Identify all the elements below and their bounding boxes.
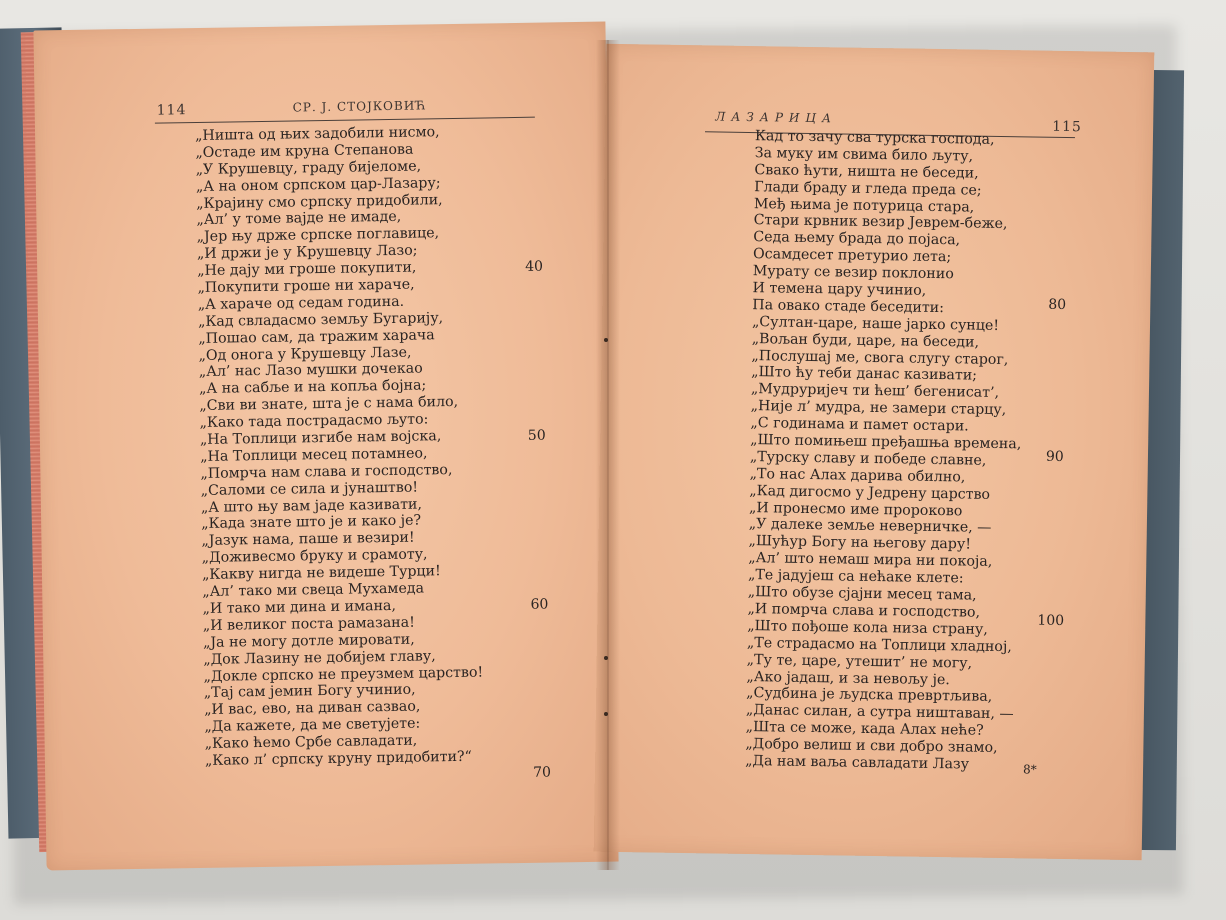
right-running-head: ЛАЗАРИЦА [715,109,838,126]
verse-line: „Ал’ нас Лазо мушки дочекао [198,360,423,381]
verse-line: „Како ћемо Србе савладати, [204,732,418,753]
right-page-number: 115 [1052,118,1082,136]
verse-line: Глади браду и гледа преда се; [754,178,982,199]
verse-line: „Шта се може, када Алах неће? [745,719,984,739]
verse-line: „И тако ми дина и имана, [202,597,397,617]
verse-line: „Јер њу држе српске поглавице, [196,225,440,246]
left-page [33,22,618,871]
verse-line: „Ту те, царе, утешит’ не могу, [746,651,973,672]
line-number-50: 50 [527,427,546,444]
verse-line: „Да нам ваља савладати Лазу [745,752,970,773]
right-page [594,44,1155,861]
verse-line: „Доживесмо бруку и срамоту, [201,546,428,567]
verse-line: „И пронесмо име пророково [748,499,963,519]
verse-line: „Како тада пострадасмо љуто: [199,411,429,432]
verse-line: Стари крвник везир Јеврем-беже, [753,212,1008,233]
verse-line: „Од онога у Крушевцу Лазе, [198,344,412,364]
verse-line: „Ништа од њих задобили нисмо, [194,124,440,145]
verse-line: „Док Лазину не добијем главу, [203,647,436,668]
verse-line: „И држи је у Крушевцу Лазо; [196,242,418,263]
verse-line: „Судбина је људска превртљива, [746,685,993,706]
verse-line: „Послушај ме, свога слугу старог, [751,347,1009,368]
verse-line: „А што њу вам јаде казивати, [200,496,423,516]
verse-line: „Вољан буди, царе, на беседи, [751,330,980,351]
verse-line: „А на сабље и на копља бојна; [198,377,427,398]
verse-line: „Покупити гроше ни хараче, [197,276,415,297]
left-page-number: 114 [156,102,187,119]
verse-line: „Те страдасмо на Топлици хладној, [746,634,1012,655]
verse-line: Па овако стаде беседити: [752,296,945,316]
left-running-head: СР. Ј. СТОЈКОВИЋ [292,98,427,115]
verse-line: „Мудруријеч ти ћеш’ бегенисат’, [750,381,1000,402]
verse-line: „Што пођоше кола низа страну, [747,617,988,638]
verse-line: „Те јадујеш са нећаке клете: [747,567,964,587]
verse-line: „Ал’ у томе вајде не имаде, [196,209,402,229]
verse-line: „Остаде им круна Степанова [195,141,414,161]
book-gutter [596,40,620,870]
verse-line: „Када знате што је и како је? [201,513,422,533]
verse-line: „Ал’ што немаш мира ни покоја, [748,550,993,571]
binding-stitch [604,656,608,660]
verse-line: „Крајину смо српску придобили, [196,191,443,212]
verse-line: „Пошао сам, да тражим харача [198,326,435,347]
verse-line: „Добро велиш и сви добро знамо, [745,736,998,757]
verse-line: „Ал’ тако ми свеца Мухамеда [202,580,425,601]
verse-line: „Није л’ мудра, не замери старцу, [750,398,1007,419]
verse-line: „А хараче од седам година. [197,293,405,313]
line-number-80: 80 [1048,296,1067,313]
verse-line: „Кад дигосмо у Једрену царство [749,482,991,503]
line-number-90: 90 [1045,448,1064,465]
verse-line: „Кад свладасмо земљу Бугарију, [197,309,444,330]
verse-line: „У Крушевцу, граду бијеломе, [195,158,422,178]
left-verse-block [195,124,485,770]
verse-line: „У далеке земље неверничке, — [748,516,992,537]
right-verse-block [745,128,1026,774]
verse-line: Мурату се везир поклонио [752,263,954,283]
verse-line: „Што помињеш пређашња времена, [750,432,1022,453]
verse-line: „И вас, ево, на диван сазвао, [204,698,421,719]
binding-stitch [604,712,608,716]
verse-line: „Помрча нам слава и господство, [200,461,453,482]
binding-stitch [604,338,608,342]
verse-line: „Турску славу и победе славне, [749,448,987,469]
verse-line: „То нас Алах дарива обилно, [749,465,966,486]
verse-line: „Ја не могу дотле мировати, [202,631,415,651]
verse-line: „А на оном српском цар-Лазару; [195,174,441,195]
verse-line: „Ако јадаш, и за невољу је. [746,668,951,688]
line-number-100: 100 [1037,612,1065,630]
verse-line: „Сви ви знате, шта је с нама било, [199,394,459,415]
verse-line: „Како л’ српску круну придобити?“ [204,748,472,769]
left-header-rule [155,117,535,124]
verse-line: Међ њима је потурица стара, [753,195,975,216]
verse-line: „Саломи се сила и јунаштво! [200,479,419,499]
line-number-40: 40 [525,258,544,275]
verse-line: „На Топлици месец потамнео, [200,445,428,465]
verse-line: „Јазук нама, паше и везири! [201,529,415,550]
verse-line: „Султан-царе, наше јарко сунце! [751,313,1000,334]
line-number-70: 70 [533,764,552,781]
verse-line: „Не дају ми гроше покупити, [197,259,417,280]
verse-line: „Тај сам јемин Богу учинио, [203,682,416,702]
verse-line: „Што обузе сјајни месец тама, [747,584,977,604]
verse-line: „С годинама и памет остари. [750,415,969,435]
line-number-60: 60 [530,596,549,613]
verse-line: „На Топлици изгибе нам војска, [199,428,442,449]
verse-line: „Да кажете, да ме светујете: [204,715,421,736]
verse-line: „И помрча слава и господство, [747,600,981,621]
verse-line: „И великог поста рамазана! [202,614,415,634]
verse-line: Осамдесет претурио лета; [752,246,952,266]
verse-line: Свако ћути, ништа не беседи, [754,161,979,182]
verse-line: За муку им свима било љуту, [754,144,974,165]
verse-line: „Докле српско не преузмем царство! [203,664,484,685]
verse-line: „Што ћу теби данас казивати; [751,364,978,385]
verse-line: Седа њему брада до појаса, [753,229,961,249]
verse-line: „Шућур Богу на његову дару! [748,533,972,553]
verse-line: „Какву нигда не видеше Турци! [201,563,441,584]
verse-line: Кад то зачу сва турска господа, [754,128,995,148]
verse-line: И темена цару учинио, [752,280,927,299]
verse-line: „Данас силан, а сутра ништаван, — [745,702,1014,723]
signature-mark: 8* [1022,762,1037,777]
